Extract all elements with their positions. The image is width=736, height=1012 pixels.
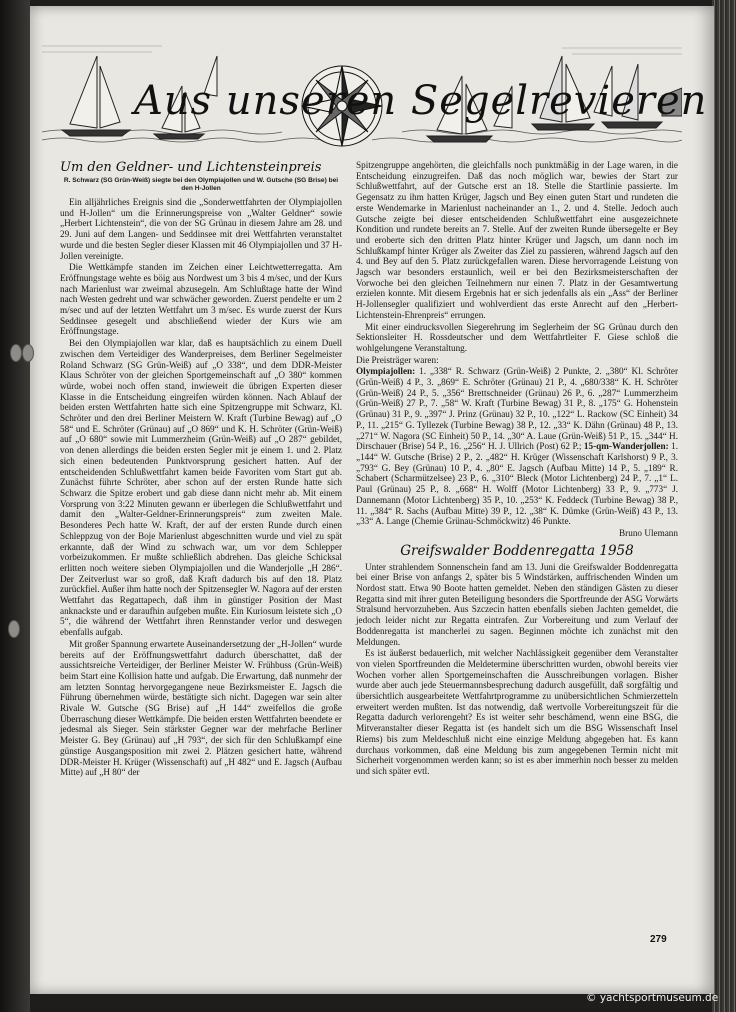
results-text: 1. „144“ W. Gutsche (Brise) 2 P., 2. „482“ H. Krüger (Wissenschaft Karlshorst) 9 P., 3. „793“ G. Bey (Grünau) 10 P., 4. „80“ E. Jagsch (Aufbau Mitte) 14 P., 5. „189“ R. Schabert (Scharmützelsee) 23 P., 6. „310“ Bleck (Motor Lichtenberg) 24 P., 7. „1“ L. Paul (Grünau) 25 P., 8. „668“ H. Wolff (Motor Lichtenberg) 33 P., 9. „773“ J. Dannemann (Motor Lichtenberg) 35 P., 10. „253“ K. Feddeck (Turbine Bewag) 38 P., 11. „384“ R. Sachs (Aufbau Mitte) 39 P., 12. „38“ K. Dümke (Grün-Weiß) 43 P., 13. „33“ A. Lange (Chemie Grünau-Schmöckwitz) 46 Punkte. [356,441,679,527]
article-heading: Greifswalder Boddenregatta 1958 [400,542,634,559]
paragraph: Es ist äußerst bedauerlich, mit welcher Nachlässigkeit gegenüber dem Veranstalter von vielen Sportfreunden die Meldetermine überschritten wurden, obwohl bereits vier Wochen vorher allen Sportgemeinschaften die Ausschreibungen vorlagen. Bisher wurde aber auch jede Steuermannsbesprechung dadurch ausgefüllt, daß sorgfältig und übersichtlich ausgearbeitete Wettfahrtprogramme zu unübersichtlichen Schmierzetteln erweitert werden mußten. Ist das notwendig, daß wertvolle Vorbereitungszeit für die Regatta dadurch verlorengeht? Es ist weiter sehr beschämend, wenn eine BSG, die Mitveranstalter dieser Regatta ist (es handelt sich um die BSG Wissenschaft Insel Riems) bis zum Meldeschluß nicht eine einzige Meldung abgegeben hat. Es kann durchaus vorkommen, daß eine Meldung bis zum angegebenen Termin nicht mit Sicherheit vorgenommen werden kann; so ist es aber immerhin noch besser zu melden und sich später evtl. [356,648,678,776]
paragraph: Ein alljährliches Ereignis sind die „Sonderwettfahrten der Olympiajollen und H-Jollen“ um die Erinnerungspreise von „Walter Geldner“ sowie „Herbert Lichtenstein“, die von der SG Grünau in diesem Jahre am 28. und 29. Juni auf dem Langen- und Seddinsee mit drei Wettfahrten veranstaltet wurde und die besten Segler dieser Klassen mit 46 Olympiajollen und 37 H-Jollen vereinigte. [60,197,342,261]
results-text: 1. „338“ R. Schwarz (Grün-Weiß) 2 Punkte, 2. „380“ Kl. Schröter (Grün-Weiß) 4 P., 3. „869“ E. Schröter (Grünau) 21 P., 4. „680/338“ K. H. Schröter (Grün-Weiß) 24 P., 5. „356“ Brettschneider (Grünau) 26 P., 6. „287“ Lummerzheim (Grün-Weiß) 27 P., 7. „58“ W. Kraft (Turbine Bewag) 31 P., 8. „175“ G. Hohenstein (Grünau) 31 P., 9. „397“ J. Prinz (Grünau) 32 P., 10. „122“ L. Rackow (SC Einheit) 34 P., 11. „215“ G. Tyllezek (Turbine Bewag) 38 P., 12. „33“ K. Dähn (Grünau) 48 P., 13. „271“ W. Nagora (SC Einheit) 50 P., 14. „30“ A. Laue (Grün-Weiß) 51 P., 15. „344“ H. Dirschauer (Brise) 54 P., 16. „256“ H. J. Ullrich (Post) 62 P.; [356,366,679,452]
book-left-edge [0,0,30,1012]
paragraph: Bei den Olympiajollen war klar, daß es hauptsächlich zu einem Duell zwischen dem Verteidiger des Wanderpreises, dem Berliner Segelmeister Roland Schwarz (SG Grün-Weiß) auf „O 338“, und dem DDR-Meister Klaus Schröter von der gleichen Sportgemeinschaft auf „O 380“ kommen würde, wobei noch offen stand, inwieweit die übrigen Experten dieser Klasse in die Entscheidung eingreifen würden können. Nach Ablauf der beiden ersten Wettfahrten hatte sich eine Spitzengruppe mit Schwarz, Kl. Schröter und den drei Berliner Meistern W. Kraft (Turbine Bewag) auf „O 58“ und E. Schröter (Grünau) auf „O 869“ und K. H. Schröter (Grün-Weiß) auf „O 680“ sowie mit Lummerzheim (Grün-Weiß) auf „O 287“ gebildet, von denen allerdings die beiden ersten Segler mit je einem 1. und 2. Platz sich einen bedeutenden Punktvorsprung gesichert hatten. Auf der entscheidenden Schlußwettfahrt kamen beide Favoriten vom Start gut ab. Zunächst führte Schröter, aber schon auf der ersten Runde hatte sich Schwarz die Spitze erobert und gab diese dann nicht mehr ab. Mit einem Vorsprung von 3:22 Minuten gewann er überlegen die Schlußwettfahrt und damit den „Walter-Geldner-Erinnerungspreis“ zum zweiten Male. Besonderes Pech hatte W. Kraft, der auf der ersten Runde durch einen Schleppzug von der Boje Marienlust abgeschnitten wurde und viel zu spät erkannte, daß der Wind zu schwach war, um vor dem Schlepper vorbeizukommen. Er mußte schließlich abdrehen. Das gleiche Schicksal erlitten noch weitere sieben Olympiajollen und die Wanderjolle „H 286“. Der Zeitverlust war so groß, daß Kraft dadurch bis auf den 18. Platz zurückfiel. Außer ihm hatte noch der Spitzensegler W. Nagora auf der ersten Wettfahrt das Regattapech, daß ihm in günstiger Position der Mast anknackste und er daraufhin aufgeben mußte. Ein Kuriosum leistete sich „O 5“, die während der Wettfahrt ihren Rennstander verlor und deswegen ebenfalls aufgab. [60,338,342,638]
book-spine-edge [712,0,736,1012]
left-column [60,160,342,779]
author-signature: Bruno Ulemann [619,527,678,538]
prizes-label: Die Preisträger waren: [356,354,439,365]
paragraph: Die Wettkämpfe standen im Zeichen einer Leichtwetterregatta. Am Eröffnungstage wehte es böig aus Nordwest um 3 bis 4 m/sec, und der Kurs nach Marienlust war zweimal abzusegeln. Am Schlußtage hatte der Wind nach Westen gedreht und war schwächer geworden. Zuerst pendelte er um 2 m/sec und auf der letzten Wettfahrt um 3 m/sec. Es wurde zuerst der Kurs Seddinsee gesegelt und abschließend wieder der Kurs wie am Eröffnungstage. [60,262,342,337]
binding-hole-icon [10,344,22,362]
results-label: 15-qm-Wanderjollen: [583,441,669,452]
right-column [356,160,678,778]
paragraph: Mit großer Spannung erwartete Auseinandersetzung der „H-Jollen“ wurde bereits auf der Eröffnungswettfahrt dadurch überschattet, daß der aussichtsreiche Verteidiger, der Berliner Meister W. Frühbuss (Grün-Weiß) beim Start eine Kollision hatte und aufgab. Die Erwartung, daß nunmehr der am letzten Sonntag hervorgegangene neue Bezirksmeister E. Jagsch die Führung übernehmen würde, bestätigte sich nicht. Dagegen war sein alter Rivale W. Gutsche (SG Brise) auf „H 144“ zweifellos die große Überraschung dieser Wettkämpfe. Die beiden ersten Wettfahrten beendete er jedesmal als Sieger. Sein stärkster Gegner war der mehrfache Berliner Meister G. Bey (Grünau) auf „H 793“, der sich für den Schlußkampf eine günstige Ausgangsposition mit zwei 2. Plätzen gesichert hatte, während DDR-Meister H. Krüger (Wissenschaft) auf „H 482“ und E. Jagsch (Aufbau Mitte) auf „H 80“ der [60,638,342,778]
page-number: 279 [650,934,667,945]
paragraph: Unter strahlendem Sonnenschein fand am 13. Juni die Greifswalder Boddenregatta bei einer Brise von anfangs 2, später bis 5 Windstärken, auffrischenden Winden um Nordost statt. Etwa 90 Boote hatten gemeldet. Neben den ständigen Gästen zu dieser Regatta sind mit ihrer guten Beteiligung besonders die Sportfreunde der ASG Vorwärts Stralsund hervorzuheben. Aus Szczecin hatten ebenfalls sieben Jachten gemeldet, die jedoch leider nicht zur Regatta eintrafen. Zur Vorbereitung und zum Verlauf der Boddenregatta ist mancherlei zu sagen. Beginnen möchte ich zunächst mit den Meldungen. [356,561,678,647]
binding-hole-icon [22,344,34,362]
binding-hole-icon [8,620,20,638]
watermark: © yachtsportmuseum.de [586,992,719,1004]
paragraph: Mit einer eindrucksvollen Siegerehrung im Seglerheim der SG Grünau durch den Sektionsleiter H. Rossdeutscher und dem Wettfahrtleiter F. Giese schloß die wohlgelungene Veranstaltung. [356,321,678,353]
results-olympiajollen [356,366,678,527]
results-label: Olympiajollen: [356,366,416,377]
header-banner [42,36,708,154]
paragraph: Spitzengruppe angehörten, die gleichfalls noch punktmäßig in der Lage waren, in die Entscheidung einzugreifen. Daß das noch möglich war, bewies der Start zur Schlußwettfahrt, auf der Gutsche erst an 18. Stelle die Startlinie passierte. Im Gegensatz zu ihm hatten Krüger, Jagsch und Bey einen guten Start und rundeten die erste Wendemarke in Marienlust nacheinander an 1., 2. und 4. Stelle. Jedoch auch Gutsche zeigte bei dieser entscheidenden Schlußwettfahrt eine ausgezeichnete Kondition und rundete bereits an 7. Stelle. Auf der zweiten Runde übersegelte er Bey und eroberte sich den dritten Platz hinter Krüger und Jagsch, um dann noch im Schlußkampf hinter Krüger als Zweiter das Ziel zu passieren, während Jagsch auf den 4. und Bey auf den 5. Platz zurückgefallen waren. Diese hervorragende Leistung von Jagsch war besonders erstaunlich, weil er bei den Bezirksmeisterschaften der Vorwoche bei den gleichen Teilnehmern nur einen 7. Platz in der Gesamtwertung erzielen konnte. Mit diesem Ergebnis hat er sich jedenfalls als ein „Ass“ der Berliner H-Jollensegler qualifiziert und wohlverdient das erste Anrecht auf den „Herbert-Lichtenstein-Ehrenpreis“ errungen. [356,160,678,320]
article-subheading: R. Schwarz (SG Grün-Weiß) siegte bei den Olympiajollen und W. Gutsche (SG Brise) bei den H-Jollen [63,177,339,192]
banner-title: Aus unseren Segelrevieren [134,78,708,124]
article-heading: Um den Geldner- und Lichtensteinpreis [60,160,322,175]
